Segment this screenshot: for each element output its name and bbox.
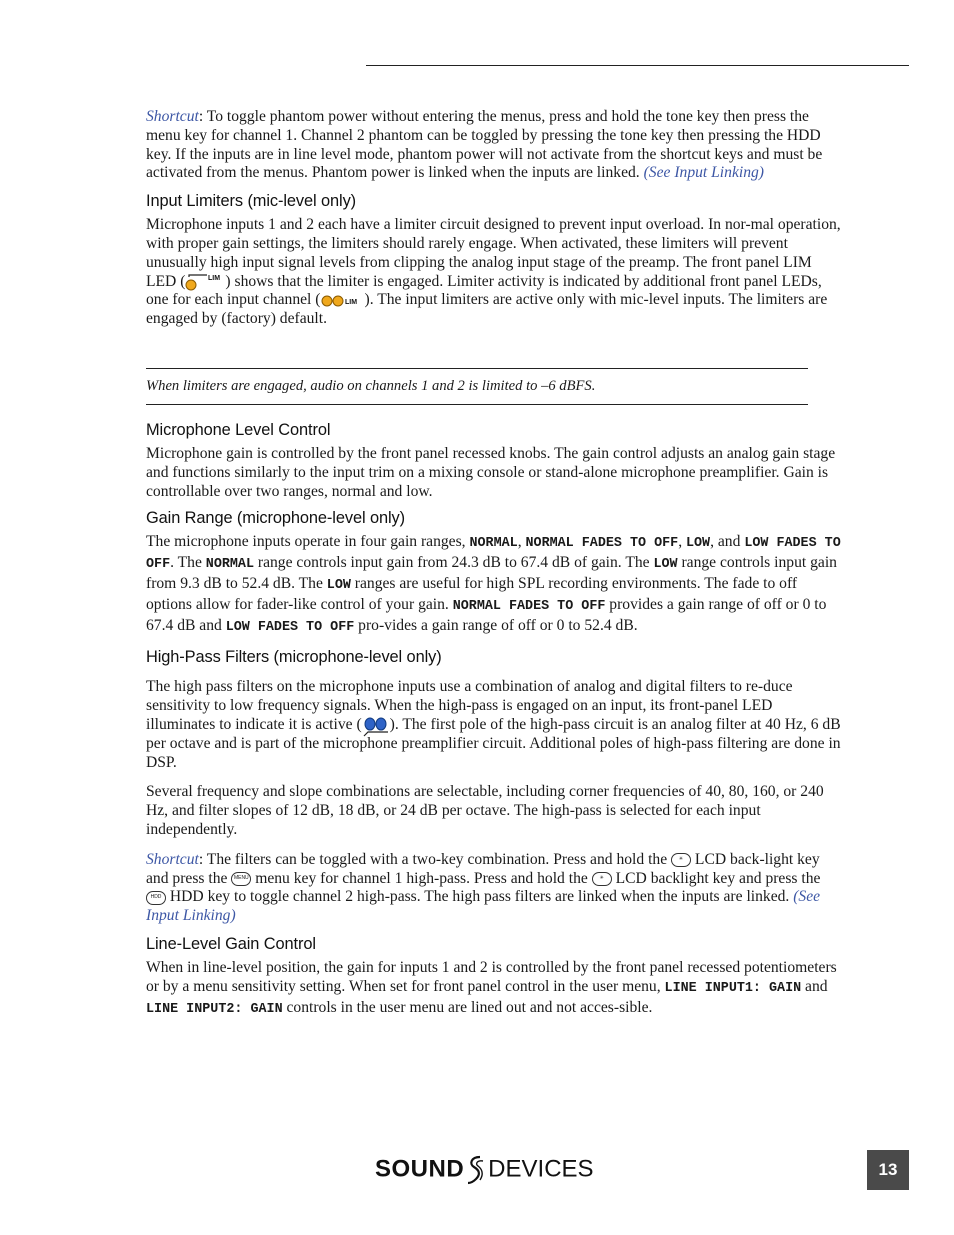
gain-range-paragraph [146, 533, 842, 637]
limiters-text-1: Microphone inputs 1 and 2 each have a limiter circuit designed to prevent input overload. In nor-mal operation, with proper gain settings, the limiters should rarely engage. When activated, these limiters will prevent unusually high input signal levels from clipping the analog input stage of the preamp. The front panel LIM LED ( [146, 216, 841, 290]
menu-value: LOW [326, 577, 351, 593]
high-pass-text: The high pass filters on the microphone inputs use a combination of analog and digital filters to re-duce sensitivity to low frequency signals. When the high-pass is engaged on an input, its front-panel LED illuminates to indicate it is active ( [146, 678, 793, 733]
gain-text: . The [170, 554, 206, 572]
mic-level-heading: Microphone Level Control [146, 420, 331, 439]
line-level-heading: Line-Level Gain Control [146, 934, 316, 953]
shortcut-label: Shortcut [146, 850, 199, 868]
menu-value: LOW FADES TO OFF [225, 619, 355, 635]
menu-value: NORMAL [469, 536, 518, 552]
shortcut-text: : The filters can be toggled with a two-key combination. Press and hold the [198, 850, 672, 868]
phantom-shortcut-paragraph [146, 108, 842, 183]
menu-value: LINE INPUT2: GAIN [146, 1001, 283, 1017]
high-pass-text: ). The first pole of the high-pass circuit is an analog filter at 40 Hz, 6 dB per octave and is part of the microphone preamplifier circuit. Additional poles of high-pass filtering are done in DSP. [146, 715, 841, 771]
input-limiters-heading: Input Limiters (mic-level only) [146, 192, 357, 211]
menu-value: LOW [685, 536, 711, 552]
high-pass-heading: High-Pass Filters (microphone-level only) [146, 648, 442, 667]
logo-light-text: DEVICES [488, 1155, 594, 1183]
high-pass-leds-icon [362, 716, 390, 734]
lcd-backlight-key-icon: ✳ [592, 872, 612, 886]
see-input-linking-link[interactable]: (See Input Linking) [146, 888, 821, 925]
menu-value: LOW [653, 557, 678, 573]
shortcut-text: LCD back-light key and press the [146, 850, 820, 887]
gain-text: range controls input gain from 9.3 dB to 52.4 dB. The [146, 554, 837, 592]
limiter-note-box [146, 368, 808, 405]
line-level-text: controls in the user menu are lined out and not acces-sible. [282, 998, 653, 1016]
phantom-shortcut-text: : To toggle phantom power without entering the menus, press and hold the tone key then press the menu key for channel 1. Channel 2 phantom can be toggled by pressing the tone key then pressing the HDD key. If the inputs are in line level mode, phantom power will not activate from the shortcut keys and must be activated from the menus. Phantom power is linked when the inputs are linked. [146, 108, 823, 182]
menu-key-icon [231, 872, 251, 886]
gain-text: provides a gain range of off or 0 to 67.4 dB and [146, 595, 827, 634]
line-level-text: When in line-level position, the gain for inputs 1 and 2 is controlled by the front panel recessed potentiometers or by a menu sensitivity setting. When set for front panel control in the user menu, [146, 958, 837, 995]
lim-label: LIM [344, 298, 357, 306]
gain-text: ranges are useful for high SPL recording environments. The fade to off options allow for fader-like control of your gain. [146, 574, 798, 613]
menu-value: LINE INPUT1: GAIN [664, 980, 802, 996]
shortcut-text: LCD backlight key and press the [611, 869, 821, 887]
mic-level-paragraph: Microphone gain is controlled by the front panel recessed knobs. The gain control adjusts an analog gain stage and functions similarly to the input trim on a mixing console or stand-alone microphone preamplifier. Gain is controllable over two ranges, normal and low. [146, 444, 836, 500]
gain-text: , [517, 533, 526, 551]
hdd-key-icon [146, 891, 166, 905]
menu-value: NORMAL FADES TO OFF [452, 598, 606, 614]
shortcut-text: menu key for channel 1 high-pass. Press and hold the [251, 869, 592, 887]
hdd-key-label: HDD [150, 893, 162, 900]
high-pass-shortcut-paragraph [146, 851, 842, 926]
shortcut-text: HDD key to toggle channel 2 high-pass. The high pass filters are linked when the inputs are linked. [166, 888, 794, 906]
main-content [146, 108, 842, 1019]
shortcut-label: Shortcut [146, 108, 199, 125]
limiters-text-2: ) shows that the limiter is engaged. Limiter activity is indicated by additional front panel LEDs, one for each input channel ( [146, 272, 822, 309]
input-limiters-paragraph [146, 216, 842, 329]
line-level-paragraph [146, 959, 842, 1019]
limiters-text-3: ). The input limiters are active only with mic-level inputs. The limiters are engaged by (factory) default. [146, 291, 828, 328]
gain-text: The microphone inputs operate in four gain ranges, [146, 533, 470, 551]
lim-label: LIM [208, 275, 221, 282]
menu-value: LOW FADES TO OFF [146, 536, 841, 573]
logo-swirl-icon [465, 1154, 487, 1186]
gain-range-heading: Gain Range (microphone-level only) [146, 509, 405, 528]
gain-text: , and [710, 533, 745, 551]
lim-led-icon [185, 274, 225, 290]
high-pass-paragraph-1 [146, 678, 842, 772]
channel-lim-leds-icon [321, 294, 365, 308]
line-level-text: and [801, 977, 828, 995]
lcd-backlight-key-icon: ✳ [671, 853, 691, 867]
gain-text: range controls input gain from 24.3 dB to 67.4 dB of gain. The [254, 554, 654, 572]
menu-value: NORMAL FADES TO OFF [525, 536, 679, 552]
high-pass-paragraph-2: Several frequency and slope combinations are selectable, including corner frequencies of 40, 80, 160, or 240 Hz, and filter slopes of 12 dB, 18 dB, or 24 dB per octave. The high-pass is selected for each input independently. [146, 783, 824, 838]
gain-text: , [678, 533, 686, 551]
logo-bold-text: SOUND [375, 1155, 465, 1183]
gain-text: pro-vides a gain range of off or 0 to 52.4 dB. [354, 616, 638, 634]
see-input-linking-link[interactable]: (See Input Linking) [643, 164, 764, 182]
menu-key-label: MENU [233, 874, 249, 881]
menu-value: NORMAL [205, 557, 254, 573]
page-number: 13 [867, 1150, 909, 1190]
sound-devices-logo [375, 1154, 594, 1190]
limiter-note-text: When limiters are engaged, audio on channels 1 and 2 is limited to –6 dBFS. [146, 378, 596, 394]
header-rule [366, 65, 909, 66]
